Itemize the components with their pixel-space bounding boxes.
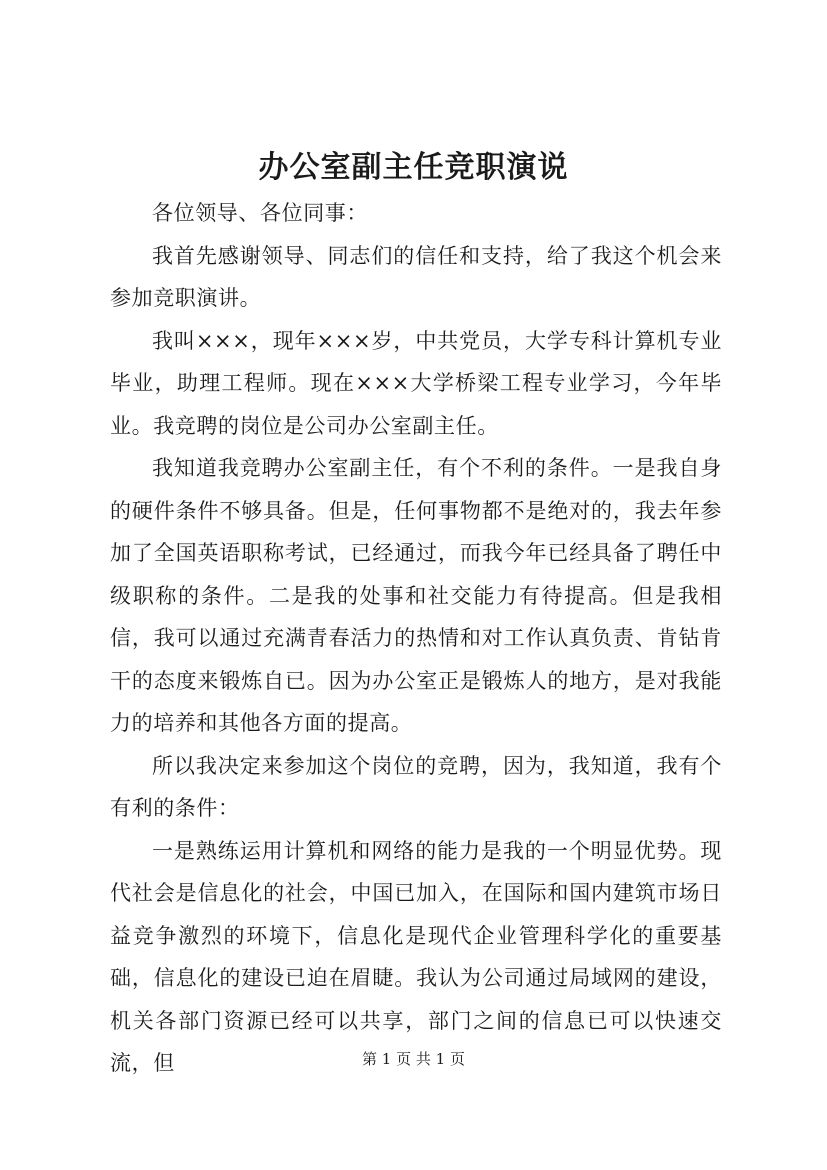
document-body: [110, 192, 722, 1085]
page-number-footer: 第 1 页 共 1 页: [362, 1050, 465, 1068]
paragraph-salutation: 各位领导、各位同事：: [152, 201, 368, 225]
document-title: 办公室副主任竞职演说: [258, 150, 569, 185]
paragraph-advantage-one: 一是熟练运用计算机和网络的能力是我的一个明显优势。现代社会是信息化的社会，中国已加入，在国际和国内建筑市场日益竞争激烈的环境下，信息化是现代企业管理科学化的重要基础，信息化的建设已迫在眉睫。我认为公司通过局域网的建设，机关各部门资源已经可以共享，部门之间的信息已可以快速交流，但: [110, 838, 722, 1075]
paragraph-thanks: 我首先感谢领导、同志们的信任和支持，给了我这个机会来参加竞职演讲。: [110, 243, 722, 310]
paragraph-decision: 所以我决定来参加这个岗位的竞聘，因为，我知道，我有个有利的条件：: [110, 753, 722, 820]
paragraph-disadvantages: 我知道我竞聘办公室副主任，有个不利的条件。一是我自身的硬件条件不够具备。但是，任何事物都不是绝对的，我去年参加了全国英语职称考试，已经通过，而我今年已经具备了聘任中级职称的条件。二是我的处事和社交能力有待提高。但是我相信，我可以通过充满青春活力的热情和对工作认真负责、肯钻肯干的态度来锻炼自已。因为办公室正是锻炼人的地方，是对我能力的培养和其他各方面的提高。: [110, 456, 722, 735]
paragraph-introduction: 我叫×××，现年×××岁，中共党员，大学专科计算机专业毕业，助理工程师。现在×××大学桥梁工程专业学习，今年毕业。我竞聘的岗位是公司办公室副主任。: [110, 328, 722, 438]
